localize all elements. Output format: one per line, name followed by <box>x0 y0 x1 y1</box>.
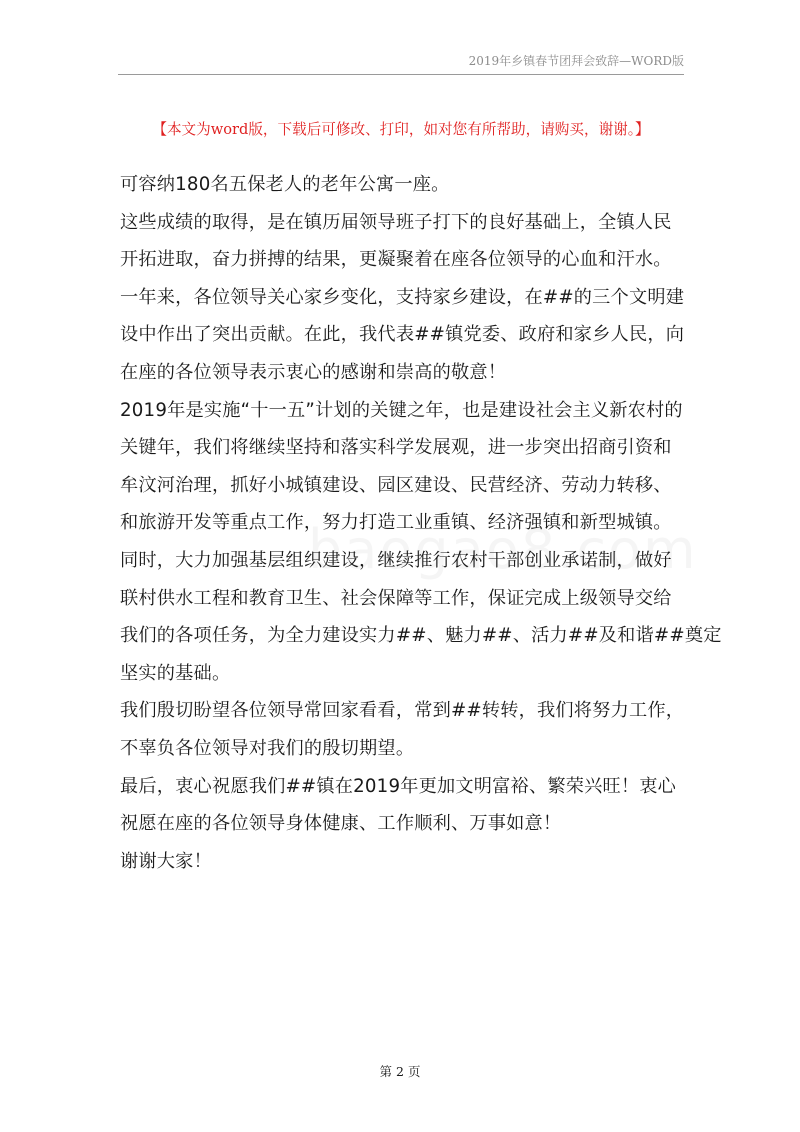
text-line: 开拓进取，奋力拼搏的结果，更凝聚着在座各位领导的心血和汗水。 <box>120 249 672 271</box>
document-body <box>120 166 722 880</box>
body-paragraph <box>120 204 685 392</box>
body-paragraph <box>120 392 722 693</box>
text-line: 可容纳180名五保老人的老年公寓一座。 <box>120 174 450 195</box>
text-line: 联村供水工程和教育卫生、社会保障等工作，保证完成上级领导交给 <box>120 587 672 609</box>
text-line: 同时，大力加强基层组织建设，继续推行农村干部创业承诺制，做好 <box>120 549 672 571</box>
text-line: 不辜负各位领导对我们的殷切期望。 <box>120 737 415 759</box>
page-header: 2019年乡镇春节团拜会致辞—WORD版 <box>118 52 684 75</box>
body-paragraph <box>120 166 682 204</box>
text-line: 牟汶河治理，抓好小城镇建设、园区建设、民营经济、劳动力转移、 <box>120 474 672 496</box>
text-line: 我们的各项任务，为全力建设实力##、魅力##、活力##及和谐##奠定 <box>120 625 722 647</box>
text-line: 最后，衷心祝愿我们##镇在2019年更加文明富裕、繁荣兴旺！衷心 <box>120 775 677 797</box>
text-line: 和旅游开发等重点工作，努力打造工业重镇、经济强镇和新型城镇。 <box>120 512 672 534</box>
text-line: 在座的各位领导表示衷心的感谢和崇高的敬意！ <box>120 361 507 383</box>
text-line: 设中作出了突出贡献。在此，我代表##镇党委、政府和家乡人民，向 <box>120 324 685 346</box>
text-line: 祝愿在座的各位领导身体健康、工作顺利、万事如意！ <box>120 813 562 835</box>
purchase-notice: 【本文为word版，下载后可修改、打印，如对您有所帮助，请购买，谢谢。】 <box>152 121 650 138</box>
text-line: 坚实的基础。 <box>120 662 231 684</box>
text-line: 我们殷切盼望各位领导常回家看看，常到##转转，我们将努力工作， <box>120 700 685 722</box>
text-line: 2019年是实施“十一五”计划的关键之年，也是建设社会主义新农村的 <box>120 399 683 421</box>
text-line: 一年来，各位领导关心家乡变化，支持家乡建设，在##的三个文明建 <box>120 286 685 308</box>
body-paragraph <box>120 768 682 843</box>
text-line: 关键年，我们将继续坚持和落实科学发展观，进一步突出招商引资和 <box>120 437 672 459</box>
body-paragraph <box>120 692 685 767</box>
body-paragraph <box>120 843 682 881</box>
text-line: 这些成绩的取得，是在镇历届领导班子打下的良好基础上，全镇人民 <box>120 211 672 233</box>
text-line: 谢谢大家！ <box>120 850 212 872</box>
page-number: 第 2 页 <box>379 1064 421 1079</box>
